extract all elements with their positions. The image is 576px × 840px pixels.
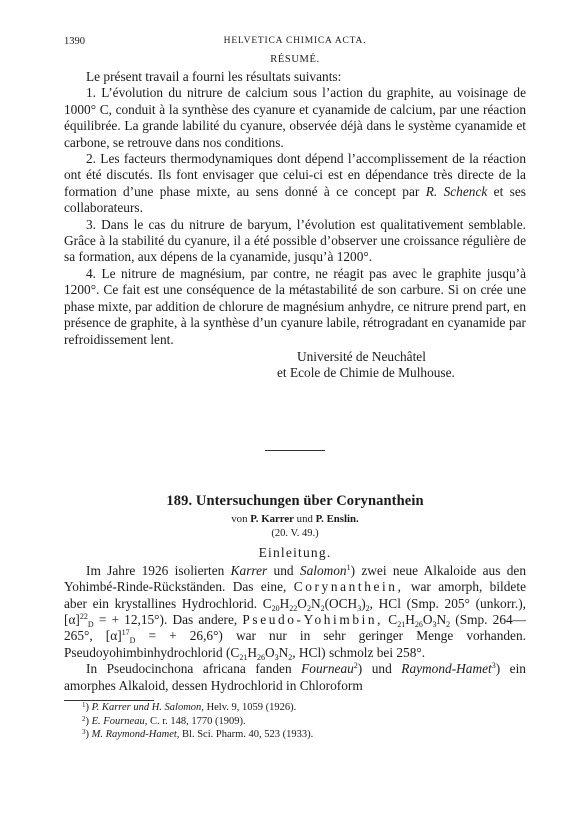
footnote-reference: Helv. 9, 1059 (1926). bbox=[206, 701, 297, 713]
p2-text-2: ) und bbox=[357, 661, 392, 677]
resume-point-1: 1. L’évolution du nitrure de calcium sous l’action du graphite, au voisinage de 1000° C, conduit à la synthèse des cyanure et cyanamide de calcium, par une réaction équilibrée. La grande labilité du cyanure, observée déjà dans le système cyanamide et carbone, se retrouve dans nos conditions. bbox=[64, 85, 526, 150]
running-header bbox=[64, 36, 526, 50]
received-date: (20. V. 49.) bbox=[271, 527, 319, 539]
resume-point-2-end: et ses collaborateurs. bbox=[64, 183, 526, 216]
footnote-reference: Bl. Sci. Pharm. 40, 523 (1933). bbox=[182, 729, 314, 741]
resume-intro: Le présent travail a fourni les résultats suivants: bbox=[86, 69, 342, 84]
footnote-marker-2: 2 bbox=[353, 661, 358, 671]
section-divider bbox=[265, 450, 325, 451]
introduction-paragraph-2 bbox=[64, 661, 526, 694]
footnote-authors: M. Raymond-Hamet, bbox=[91, 729, 180, 741]
author-karrer: P. Karrer bbox=[250, 512, 294, 525]
compound-corynanthein: Corynanthein, bbox=[293, 579, 404, 595]
formula-pseudo-yohimbin: $C_{21}H_{26}O_3N_2$ (Smp. 264—265°, $[\alpha]^{17}_D$ = + 26,6°) bbox=[64, 611, 527, 646]
cited-fourneau: Fourneau bbox=[301, 661, 354, 677]
resume-heading: RÉSUMÉ. bbox=[270, 54, 320, 65]
footnote-2: $^2$) E. Fourneau, C. r. 148, 1770 (1909). bbox=[82, 714, 246, 727]
resume-point-3: 3. Dans le cas du nitrure de baryum, l’évolution est qualitativement semblable. Grâce à la stabilité du cyanure, il a été possible d’observer une croissance régulière de sa formation, aux dépens de la cyanamide, jusqu’à 1200°. bbox=[64, 216, 526, 265]
affiliation-line-2: et Ecole de Chimie de Mulhouse. bbox=[277, 365, 455, 381]
section-heading: Einleitung. bbox=[258, 544, 332, 560]
article-title: 189. Untersuchungen über Corynanthein bbox=[166, 492, 424, 509]
cited-karrer: Karrer bbox=[230, 562, 268, 578]
cited-salomon: Salomon bbox=[299, 562, 347, 578]
footnote-marker-3: 3 bbox=[491, 661, 496, 671]
p1-text-5: war nur in sehr geringer Menge vorhanden. Pseudoyohimbinhydrochlorid ($C_{21}H_{26}O_3N_2$, HCl) schmolz bei 258°. bbox=[64, 628, 526, 662]
authors-and: und bbox=[296, 512, 313, 525]
resume-point-2 bbox=[64, 151, 526, 217]
formula-corynanthein: $C_{20}H_{22}O_2N_2(OCH_3)_2$, HCl (Smp. 205° (unkorr.), $[\alpha]^{22}_D$ = + 12,15°). bbox=[64, 595, 526, 629]
footnote-number: 3 bbox=[82, 728, 86, 737]
authors-prefix: von bbox=[231, 512, 248, 525]
p1-und: und bbox=[273, 562, 294, 578]
journal-title: HELVETICA CHIMICA ACTA. bbox=[223, 36, 367, 46]
footnote-marker-1: 1 bbox=[346, 562, 351, 572]
p1-text-4: Das andere, bbox=[172, 611, 238, 627]
resume-point-2-text: 2. Les facteurs thermodynamiques dont dépend l’accomplissement de la réaction ont été discutés. Ils font envisager que celui-ci est en dépendance très directe de la formation d’une phase mixte, au sens donné à ce concept par bbox=[64, 151, 526, 199]
p1-text-1: Im Jahre 1926 isolierten bbox=[86, 562, 225, 578]
page bbox=[64, 36, 526, 742]
article-authors bbox=[64, 513, 526, 525]
footnote-number: 2 bbox=[82, 714, 86, 723]
author-enslin: P. Enslin. bbox=[315, 512, 359, 525]
affiliation bbox=[64, 349, 526, 382]
p1-text-2: ) zwei neue Alkaloide aus den Yohimbé-Rinde-Rückständen. Das eine, bbox=[64, 562, 526, 595]
resume-point-4: 4. Le nitrure de magnésium, par contre, ne réagit pas avec le graphite jusqu’à 1200°. Ce fait est une conséquence de la métastabilité de son carbure. Si on crée une phase mixte, par addition de chlorure de magnésium anhydre, ce nitrure prend part, en présence de graphite, à la synthèse d’un cyanure labile, rétrogradant en cyanamide par refroidissement lent. bbox=[64, 265, 526, 347]
footnote-number: 1 bbox=[82, 700, 86, 709]
p2-text-1: In Pseudocinchona africana fanden bbox=[86, 661, 292, 677]
footnote-authors: P. Karrer und H. Salomon, bbox=[91, 701, 204, 713]
footnote-1: $^1$) P. Karrer und H. Salomon, Helv. 9, 1059 (1926). bbox=[82, 700, 297, 713]
cited-raymond-hamet: Raymond-Hamet bbox=[401, 661, 492, 677]
cited-name-schenck: R. Schenck bbox=[425, 183, 488, 199]
affiliation-line-1: Université de Neuchâtel bbox=[297, 348, 426, 364]
p1-text-3: war amorph, bildete aber ein krystallines Hydrochlorid. bbox=[64, 579, 526, 611]
introduction-paragraph-1 bbox=[64, 563, 526, 661]
footnote-authors: E. Fourneau, bbox=[91, 715, 148, 727]
footnote-reference: C. r. 148, 1770 (1909). bbox=[149, 715, 246, 727]
footnote-3: $^3$) M. Raymond-Hamet, Bl. Sci. Pharm. 40, 523 (1933). bbox=[82, 728, 314, 741]
p2-text-3: ) ein amorphes Alkaloid, dessen Hydrochlorid in Chloroform bbox=[64, 661, 526, 693]
page-number: 1390 bbox=[64, 36, 85, 47]
compound-pseudo-yohimbin: Pseudo-Yohimbin, bbox=[242, 611, 384, 627]
